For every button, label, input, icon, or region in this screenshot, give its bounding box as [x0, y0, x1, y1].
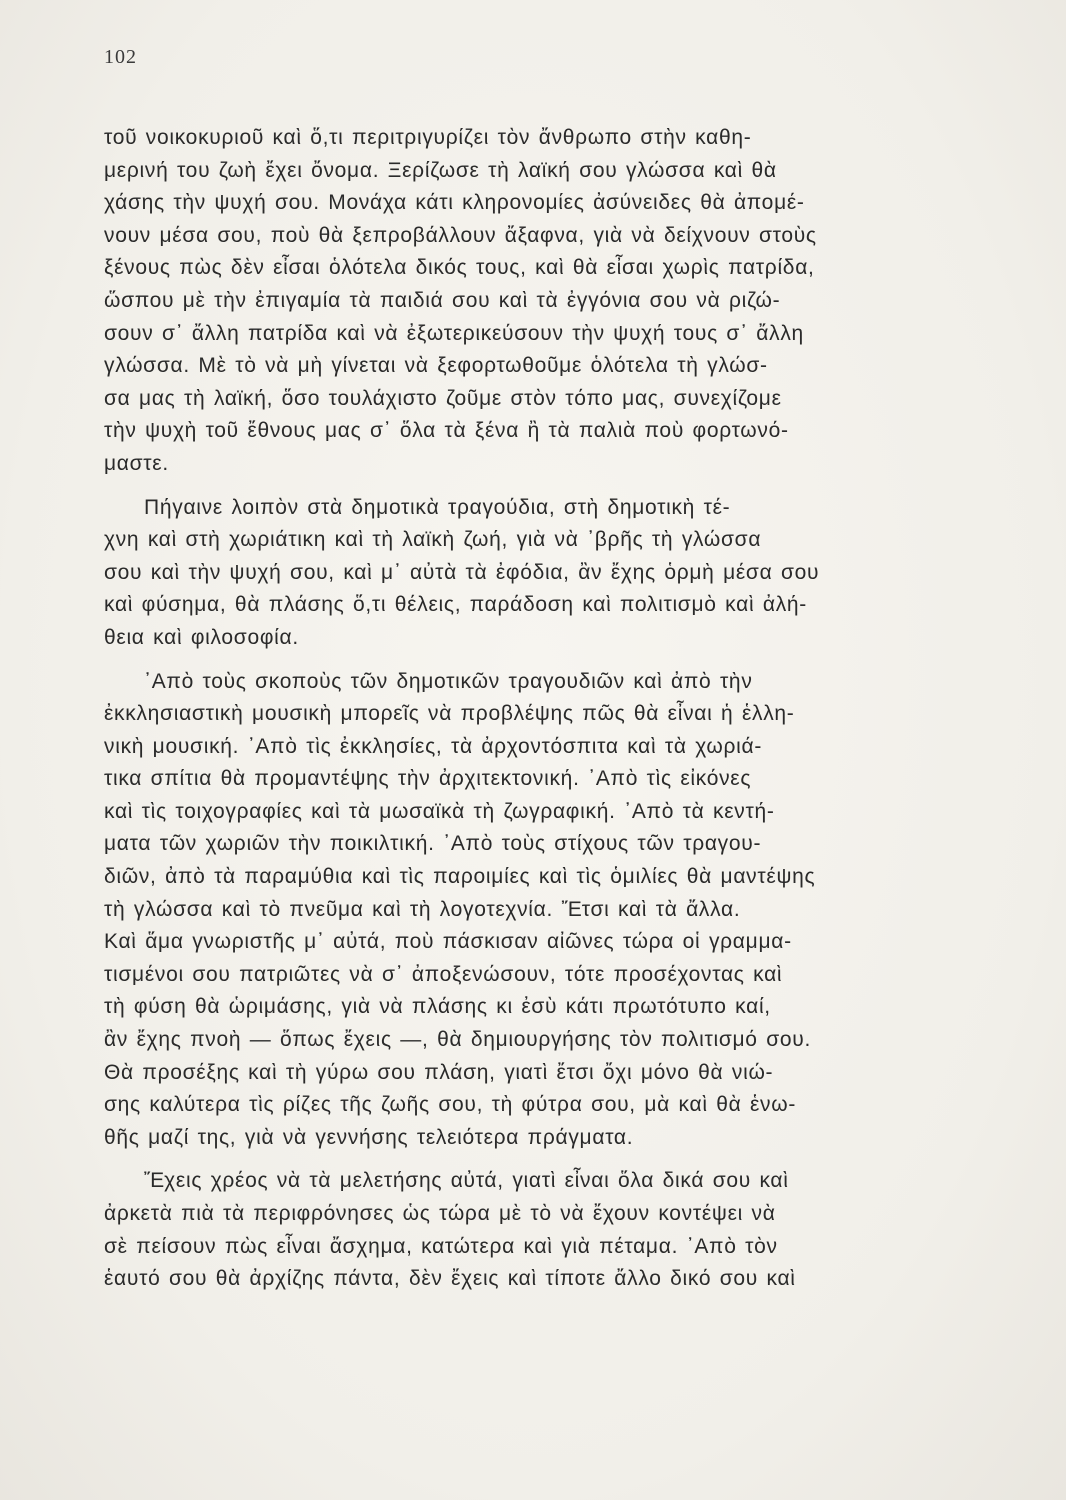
text-line: τοῦ νοικοκυριοῦ καὶ ὅ,τι περιτριγυρίζει τὸν ἄνθρωπο στὴν καθη- — [104, 126, 752, 149]
text-line: Πήγαινε λοιπὸν στὰ δημοτικὰ τραγούδια, στὴ δημοτικὴ τέ- — [144, 495, 731, 519]
text-line: τισμένοι σου πατριῶτες νὰ σ᾽ ἀποξενώσουν, τότε προσέχοντας καὶ — [104, 962, 783, 986]
text-line: ξένους πὼς δὲν εἶσαι ὁλότελα δικός τους, καὶ θὰ εἶσαι χωρὶς πατρίδα, — [104, 256, 815, 280]
text-line: τὴν ψυχὴ τοῦ ἔθνους μας σ᾽ ὅλα τὰ ξένα ἢ τὰ παλιὰ ποὺ φορτωνό- — [104, 419, 789, 443]
text-line: ἂν ἔχης πνοὴ — ὅπως ἔχεις —, θὰ δημιουργήσης τὸν πολιτισμό σου. — [104, 1028, 811, 1052]
text-line: τικα σπίτια θὰ προμαντέψης τὴν ἀρχιτεκτονική. ᾽Απὸ τὶς εἰκόνες — [104, 767, 752, 791]
paragraph-4 — [104, 1165, 966, 1295]
text-line: νικὴ μουσική. ᾽Απὸ τὶς ἐκκλησίες, τὰ ἀρχοντόσπιτα καὶ τὰ χωριά- — [104, 734, 763, 758]
text-line: σης καλύτερα τὶς ρίζες τῆς ζωῆς σου, τὴ φύτρα σου, μὰ καὶ θὰ ἑνω- — [104, 1093, 797, 1117]
text-line: ματα τῶν χωριῶν τὴν ποικιλτική. ᾽Απὸ τοὺς στίχους τῶν τραγου- — [104, 832, 762, 856]
text-line: σου καὶ τὴν ψυχή σου, καὶ μ᾽ αὐτὰ τὰ ἐφόδια, ἂν ἔχης ὁρμὴ μέσα σου — [104, 560, 820, 584]
text-line: Καὶ ἅμα γνωριστῆς μ᾽ αὐτά, ποὺ πάσκισαν αἰῶνες τώρα οἱ γραμμα- — [104, 930, 792, 954]
text-line: ἀρκετὰ πιὰ τὰ περιφρόνησες ὡς τώρα μὲ τὸ νὰ ἔχουν κοντέψει νὰ — [104, 1202, 776, 1225]
text-line: Ἔχεις χρέος νὰ τὰ μελετήσης αὐτά, γιατὶ εἶναι ὅλα δικά σου καὶ — [144, 1169, 789, 1193]
paragraph-1 — [104, 122, 966, 481]
text-line: καὶ τὶς τοιχογραφίες καὶ τὰ μωσαϊκὰ τὴ ζωγραφική. ᾽Απὸ τὰ κεντή- — [104, 799, 775, 823]
text-line: σὲ πείσουν πὼς εἶναι ἄσχημα, κατώτερα καὶ γιὰ πέταμα. ᾽Απὸ τὸν — [104, 1234, 778, 1258]
text-line: θῆς μαζί της, γιὰ νὰ γεννήσης τελειότερα πράγματα. — [104, 1125, 634, 1149]
text-line: ἐκκλησιαστικὴ μουσικὴ μπορεῖς νὰ προβλέψης πῶς θὰ εἶναι ἡ ἑλλη- — [104, 702, 795, 726]
page-number: 102 — [104, 46, 137, 68]
paragraph-2 — [104, 492, 966, 655]
text-line: μερινή του ζωὴ ἔχει ὄνομα. Ξερίζωσε τὴ λαϊκή σου γλώσσα καὶ θὰ — [104, 158, 777, 182]
paragraph-3 — [104, 666, 966, 1155]
text-line: τὴ φύση θὰ ὡριμάσης, γιὰ νὰ πλάσης κι ἐσὺ κάτι πρωτότυπο καί, — [104, 995, 771, 1019]
text-line: μαστε. — [104, 451, 169, 475]
text-line: ἑαυτό σου θὰ ἀρχίζης πάντα, δὲν ἔχεις καὶ τίποτε ἄλλο δικό σου καὶ — [104, 1267, 796, 1291]
text-line: χνη καὶ στὴ χωριάτικη καὶ τὴ λαϊκὴ ζωή, γιὰ νὰ ᾽βρῆς τὴ γλώσσα — [104, 528, 762, 552]
text-line: Θὰ προσέξης καὶ τὴ γύρω σου πλάση, γιατὶ ἔτσι ὄχι μόνο θὰ νιώ- — [104, 1060, 774, 1084]
text-line: διῶν, ἀπὸ τὰ παραμύθια καὶ τὶς παροιμίες καὶ τὶς ὁμιλίες θὰ μαντέψης — [104, 865, 816, 889]
text-line: σα μας τὴ λαϊκή, ὅσο τουλάχιστο ζοῦμε στὸν τόπο μας, συνεχίζομε — [104, 386, 782, 410]
text-line: τὴ γλώσσα καὶ τὸ πνεῦμα καὶ τὴ λογοτεχνία. Ἔτσι καὶ τὰ ἄλλα. — [104, 897, 741, 921]
text-line: ᾽Απὸ τοὺς σκοποὺς τῶν δημοτικῶν τραγουδιῶν καὶ ἀπὸ τὴν — [144, 669, 753, 693]
text-line: σουν σ᾽ ἄλλη πατρίδα καὶ νὰ ἐξωτερικεύσουν τὴν ψυχή τους σ᾽ ἄλλη — [104, 321, 804, 345]
body-text — [104, 122, 966, 1307]
text-line: γλώσσα. Μὲ τὸ νὰ μὴ γίνεται νὰ ξεφορτωθοῦμε ὁλότελα τὴ γλώσ- — [104, 354, 768, 378]
text-line: χάσης τὴν ψυχή σου. Μονάχα κάτι κληρονομίες ἀσύνειδες θὰ ἀπομέ- — [104, 191, 805, 215]
text-line: θεια καὶ φιλοσοφία. — [104, 625, 299, 649]
text-line: νουν μέσα σου, ποὺ θὰ ξεπροβάλλουν ἄξαφνα, γιὰ νὰ δείχνουν στοὺς — [104, 223, 817, 247]
text-line: ὥσπου μὲ τὴν ἐπιγαμία τὰ παιδιά σου καὶ τὰ ἐγγόνια σου νὰ ριζώ- — [104, 288, 781, 312]
text-line: καὶ φύσημα, θὰ πλάσης ὅ,τι θέλεις, παράδοση καὶ πολιτισμὸ καὶ ἀλή- — [104, 593, 807, 617]
